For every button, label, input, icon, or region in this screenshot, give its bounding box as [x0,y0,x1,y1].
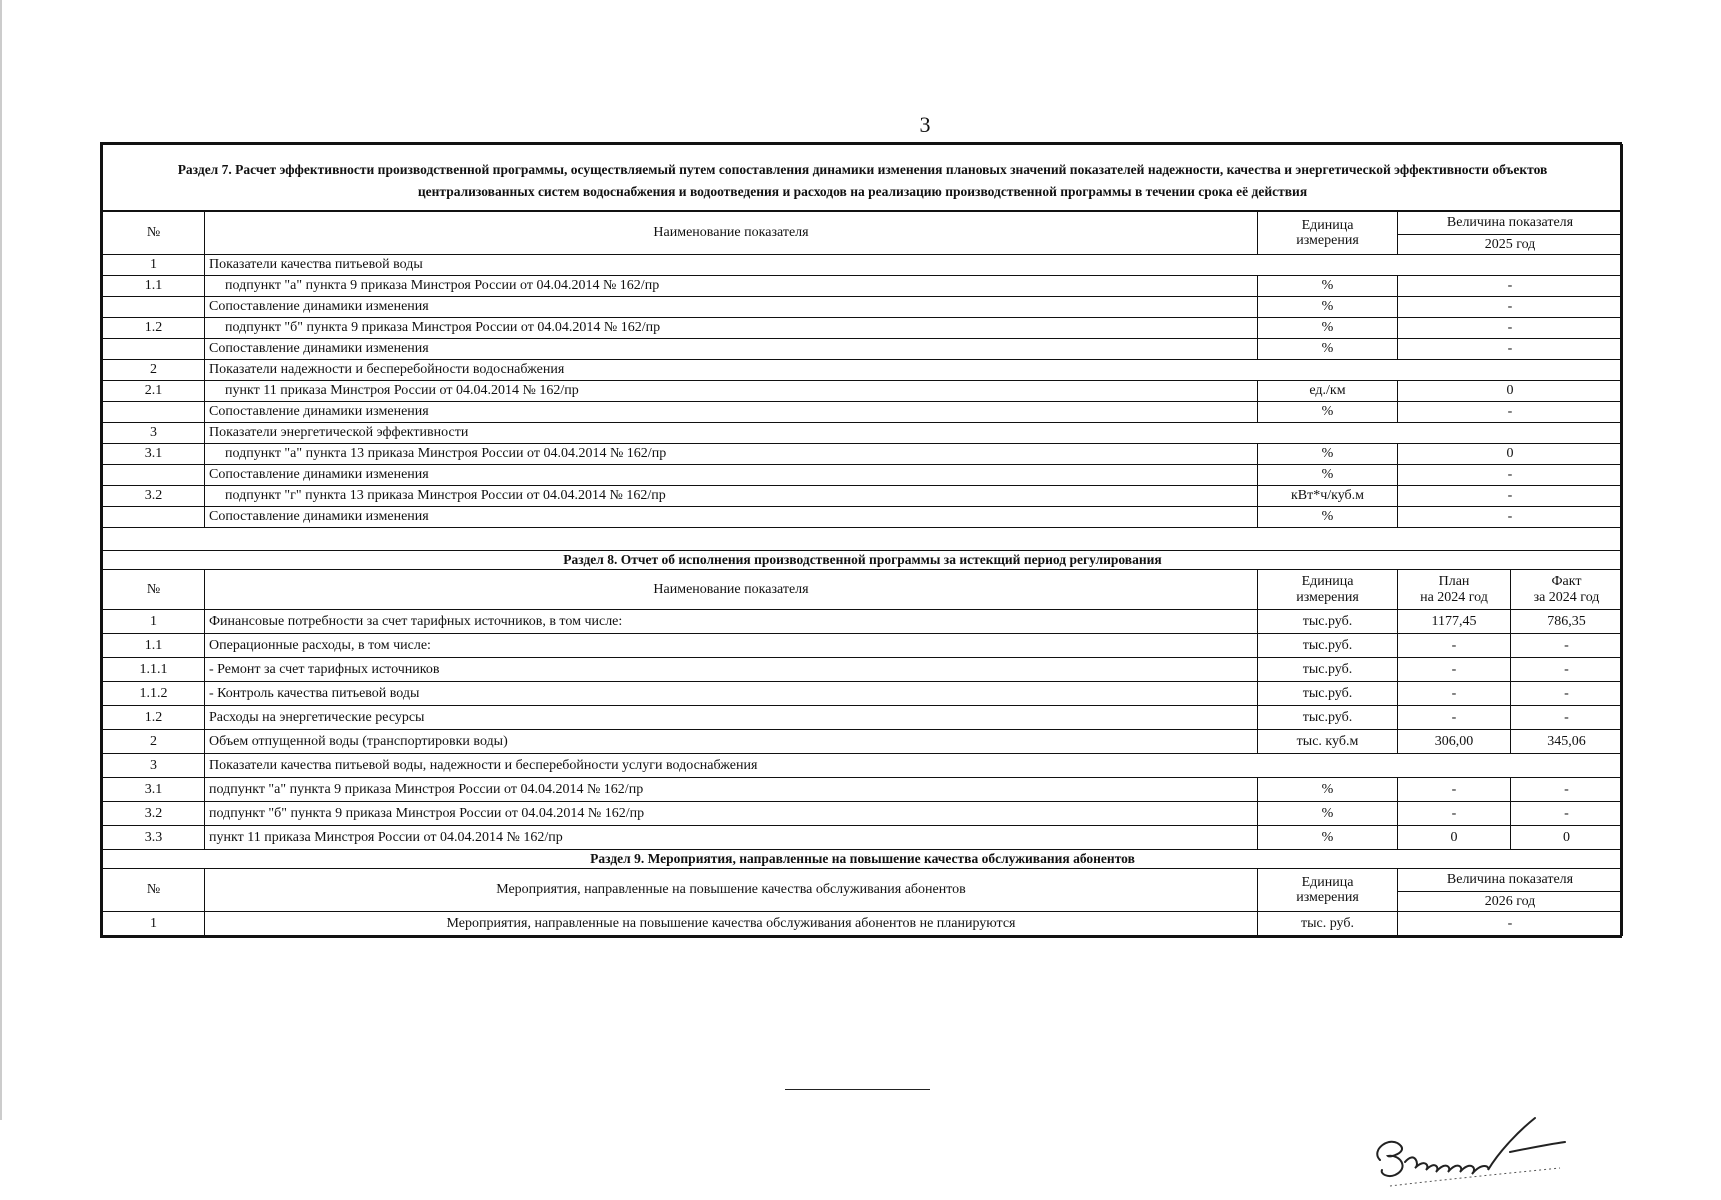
table-row [103,507,1623,528]
s7-row-name: Сопоставление динамики изменения [205,402,1258,423]
s7-row-value: - [1398,486,1623,507]
s8-row-num: 3.1 [103,778,205,802]
section7-title: Раздел 7. Расчет эффективности производственной программы, осуществляемый путем сопоставления динамики изменения плановых значений показателей надежности, качества и энергетической эффективности объектов централизованных систем водоснабжения и водоотведения и расходов на реализацию производственной программы в течении срока её действия [103,145,1623,212]
s7-row-unit: % [1258,276,1398,297]
s7-row-num [103,465,205,486]
report-table [102,144,1623,936]
s7-row-num: 3 [103,423,205,444]
s8-row-plan: - [1398,778,1511,802]
s8-row-fact: 0 [1511,826,1623,850]
s8-row-fact: - [1511,706,1623,730]
handwritten-signature [1360,1090,1660,1190]
s7-header-num: № [103,211,205,255]
s8-row-plan: - [1398,682,1511,706]
s7-row-unit: ед./км [1258,381,1398,402]
s8-header-plan-line2: на 2024 год [1420,589,1488,605]
s8-row-unit: % [1258,778,1398,802]
s8-row-unit: тыс.руб. [1258,610,1398,634]
table-row [103,826,1623,850]
s7-row-name: Сопоставление динамики изменения [205,339,1258,360]
s8-row-fact: 345,06 [1511,730,1623,754]
table-row [103,402,1623,423]
s7-row-name: Сопоставление динамики изменения [205,507,1258,528]
s7-row-name: подпункт "а" пункта 13 приказа Минстроя России от 04.04.2014 № 162/пр [205,444,1258,465]
s8-row-num: 1.1.1 [103,658,205,682]
section9-title: Раздел 9. Мероприятия, направленные на повышение качества обслуживания абонентов [103,850,1623,869]
s8-row-name: Объем отпущенной воды (транспортировки воды) [205,730,1258,754]
s9-row-value: - [1398,912,1623,936]
s7-row-unit: % [1258,339,1398,360]
s7-row-num: 3.2 [103,486,205,507]
table-row [103,486,1623,507]
s8-row-num: 2 [103,730,205,754]
s7-row-name: Сопоставление динамики изменения [205,465,1258,486]
section9-title-row [103,850,1623,869]
s8-row-unit: тыс. куб.м [1258,730,1398,754]
s7-row-value: - [1398,297,1623,318]
s8-header-unit-line1: Единица [1301,574,1354,590]
s7-row-unit: % [1258,444,1398,465]
s7-row-name: подпункт "г" пункта 13 приказа Минстроя России от 04.04.2014 № 162/пр [205,486,1258,507]
s7-row-num [103,339,205,360]
s7-row-num: 1.1 [103,276,205,297]
s7-row-unit: % [1258,465,1398,486]
table-row [103,610,1623,634]
s7-header-unit-line1: Единица [1301,217,1354,233]
s8-row-plan: 1177,45 [1398,610,1511,634]
s7-row-name: Сопоставление динамики изменения [205,297,1258,318]
s7-row-num [103,507,205,528]
s7-row-value: - [1398,318,1623,339]
s8-header-fact-line1: Факт [1551,574,1582,590]
s7-row-num [103,297,205,318]
s8-header-plan [1398,570,1511,610]
separator-line [785,1089,930,1090]
s9-header-name: Мероприятия, направленные на повышение качества обслуживания абонентов [205,869,1258,912]
table-row [103,276,1623,297]
s8-row-plan: - [1398,658,1511,682]
page-number: 3 [919,112,931,137]
document-table-frame [100,142,1622,938]
s8-header-unit [1258,570,1398,610]
table-row [103,730,1623,754]
s7-row-unit: % [1258,402,1398,423]
s7-row-value: 0 [1398,381,1623,402]
s8-row-name: Операционные расходы, в том числе: [205,634,1258,658]
s8-row-fact: - [1511,658,1623,682]
table-row [103,339,1623,360]
s8-row-plan: 306,00 [1398,730,1511,754]
s9-row-num: 1 [103,912,205,936]
s7-row-value: - [1398,339,1623,360]
s8-row-fact: - [1511,634,1623,658]
s8-row-unit: % [1258,826,1398,850]
s9-header-year: 2026 год [1398,892,1623,912]
table-row [103,423,1623,444]
s8-row-unit: % [1258,802,1398,826]
section-spacer [103,528,1623,551]
s7-header-value: Величина показателя [1398,211,1623,235]
s8-row-plan: - [1398,634,1511,658]
s8-row-name: подпункт "б" пункта 9 приказа Минстроя России от 04.04.2014 № 162/пр [205,802,1258,826]
s8-row-num: 3 [103,754,205,778]
s8-row-unit: тыс.руб. [1258,634,1398,658]
table-row [103,360,1623,381]
table-row [103,802,1623,826]
s7-header-name: Наименование показателя [205,211,1258,255]
s8-row-plan: - [1398,706,1511,730]
table-row [103,634,1623,658]
s8-row-fact: - [1511,802,1623,826]
spacer-cell [103,528,1623,551]
s8-row-plan: 0 [1398,826,1511,850]
s7-header-unit-line2: измерения [1296,233,1359,249]
s8-row-num: 1.2 [103,706,205,730]
s7-header-unit [1258,211,1398,255]
table-row [103,778,1623,802]
s7-row-group-name: Показатели качества питьевой воды [205,255,1623,276]
s8-row-group-name: Показатели качества питьевой воды, надежности и бесперебойности услуги водоснабжения [205,754,1623,778]
section8-header-row [103,570,1623,610]
s7-row-unit: кВт*ч/куб.м [1258,486,1398,507]
table-row [103,318,1623,339]
s8-header-fact-line2: за 2024 год [1533,589,1600,605]
section8-title: Раздел 8. Отчет об исполнения производственной программы за истекщий период регулирования [103,551,1623,570]
report-table-body [103,145,1623,936]
s7-row-num [103,402,205,423]
scan-edge-mark [0,0,2,1120]
s8-header-unit-line2: измерения [1296,589,1359,605]
s8-header-name: Наименование показателя [205,570,1258,610]
table-row [103,706,1623,730]
s8-row-name: Расходы на энергетические ресурсы [205,706,1258,730]
s8-header-num: № [103,570,205,610]
s7-row-name: пункт 11 приказа Минстроя России от 04.04.2014 № 162/пр [205,381,1258,402]
s8-row-unit: тыс.руб. [1258,682,1398,706]
s7-row-num: 1 [103,255,205,276]
s9-header-num: № [103,869,205,912]
s8-row-fact: - [1511,778,1623,802]
table-row [103,381,1623,402]
s7-row-num: 1.2 [103,318,205,339]
s7-row-unit: % [1258,507,1398,528]
s7-row-value: - [1398,465,1623,486]
s7-row-num: 3.1 [103,444,205,465]
section8-title-row [103,551,1623,570]
s8-row-num: 1.1 [103,634,205,658]
s8-row-num: 1 [103,610,205,634]
s8-header-fact [1511,570,1623,610]
s8-row-unit: тыс.руб. [1258,658,1398,682]
s7-row-value: - [1398,507,1623,528]
s7-row-group-name: Показатели надежности и бесперебойности водоснабжения [205,360,1623,381]
s7-row-value: - [1398,402,1623,423]
s8-row-num: 1.1.2 [103,682,205,706]
s8-row-fact: 786,35 [1511,610,1623,634]
table-row [103,465,1623,486]
s7-row-value: 0 [1398,444,1623,465]
s7-header-year: 2025 год [1398,235,1623,255]
table-row [103,444,1623,465]
s7-row-name: подпункт "а" пункта 9 приказа Минстроя России от 04.04.2014 № 162/пр [205,276,1258,297]
s9-row-unit: тыс. руб. [1258,912,1398,936]
table-row [103,255,1623,276]
table-row [103,682,1623,706]
s7-row-num: 2 [103,360,205,381]
s7-row-unit: % [1258,297,1398,318]
s7-row-unit: % [1258,318,1398,339]
s7-row-num: 2.1 [103,381,205,402]
table-row [103,912,1623,936]
s7-row-name: подпункт "б" пункта 9 приказа Минстроя России от 04.04.2014 № 162/пр [205,318,1258,339]
s7-row-value: - [1398,276,1623,297]
s8-row-name: - Контроль качества питьевой воды [205,682,1258,706]
table-row [103,754,1623,778]
s7-row-group-name: Показатели энергетической эффективности [205,423,1623,444]
s9-header-unit [1258,869,1398,912]
s8-row-name: подпункт "а" пункта 9 приказа Минстроя России от 04.04.2014 № 162/пр [205,778,1258,802]
s9-header-unit-line2: измерения [1296,890,1359,906]
s8-row-name: Финансовые потребности за счет тарифных источников, в том числе: [205,610,1258,634]
s8-row-name: пункт 11 приказа Минстроя России от 04.04.2014 № 162/пр [205,826,1258,850]
s9-header-value: Величина показателя [1398,869,1623,892]
s8-row-fact: - [1511,682,1623,706]
s8-row-unit: тыс.руб. [1258,706,1398,730]
s9-header-unit-line1: Единица [1301,874,1354,890]
table-row [103,658,1623,682]
section9-header-row [103,869,1623,892]
table-row [103,297,1623,318]
s8-row-name: - Ремонт за счет тарифных источников [205,658,1258,682]
s9-row-name: Мероприятия, направленные на повышение качества обслуживания абонентов не планируются [205,912,1258,936]
s8-row-num: 3.3 [103,826,205,850]
s8-row-plan: - [1398,802,1511,826]
s8-row-num: 3.2 [103,802,205,826]
s8-header-plan-line1: План [1438,574,1470,590]
